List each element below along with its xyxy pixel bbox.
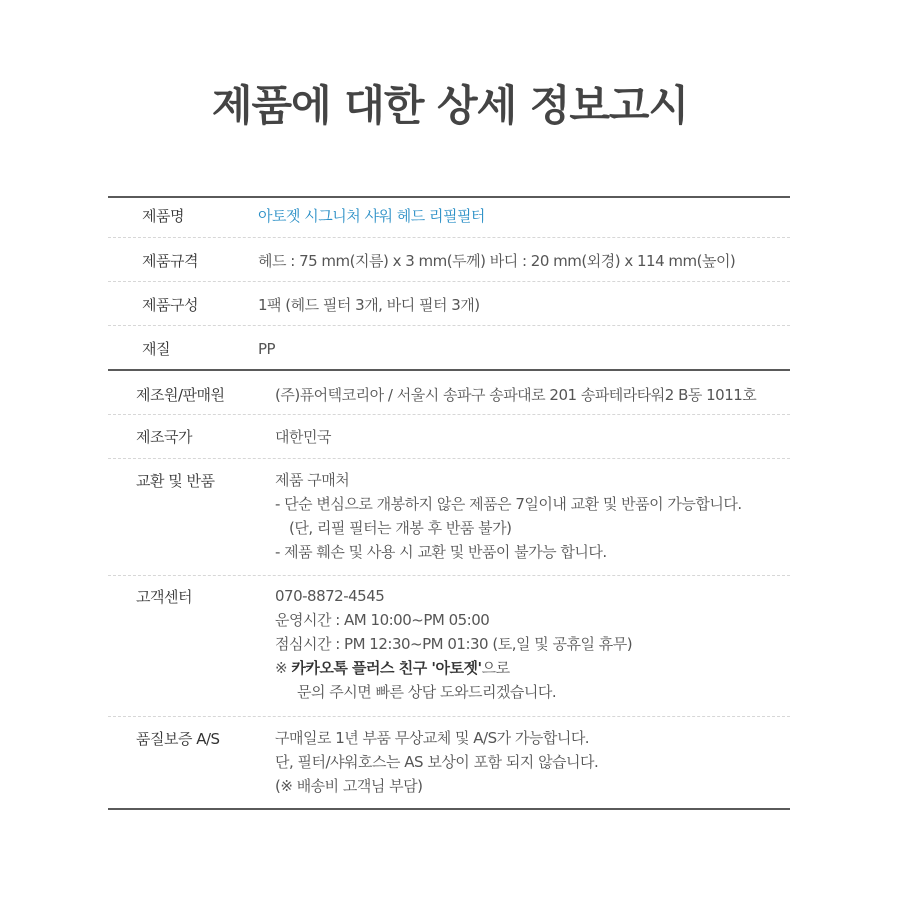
row-divider xyxy=(108,414,790,415)
section-divider-rule xyxy=(108,369,790,371)
warranty-line: 구매일로 1년 부품 무상교체 및 A/S가 가능합니다. xyxy=(275,729,590,747)
exchange-line: - 단순 변심으로 개봉하지 않은 제품은 7일이내 교환 및 반품이 가능합니다. xyxy=(275,495,742,513)
value-product-spec: 헤드 : 75 mm(지름) x 3 mm(두께) 바디 : 20 mm(외경) x 114 mm(높이) xyxy=(258,252,736,270)
label-support: 고객센터 xyxy=(136,588,192,606)
value-warranty xyxy=(275,726,598,798)
row-divider xyxy=(108,716,790,717)
page-title: 제품에 대한 상세 정보고시 xyxy=(211,81,689,130)
value-product-name: 아토젯 시그니처 샤워 헤드 리필필터 xyxy=(258,207,485,225)
exchange-line: 제품 구매처 xyxy=(275,471,350,489)
row-divider xyxy=(108,325,790,326)
warranty-line: (※ 배송비 고객님 부담) xyxy=(275,777,423,795)
row-divider xyxy=(108,575,790,576)
label-product-name: 제품명 xyxy=(142,207,184,225)
note-mark: ※ xyxy=(275,659,292,677)
support-phone: 070-8872-4545 xyxy=(275,587,385,605)
label-warranty: 품질보증 A/S xyxy=(136,730,220,748)
label-material: 재질 xyxy=(142,340,170,358)
support-kakao-line2: 문의 주시면 빠른 상담 도와드리겠습니다. xyxy=(297,683,557,701)
support-lunch: 점심시간 : PM 12:30~PM 01:30 (토,일 및 공휴일 휴무) xyxy=(275,635,633,653)
value-material: PP xyxy=(258,340,276,358)
exchange-line: - 제품 훼손 및 사용 시 교환 및 반품이 불가능 합니다. xyxy=(275,543,607,561)
value-product-composition: 1팩 (헤드 필터 3개, 바디 필터 3개) xyxy=(258,296,480,314)
table-bottom-rule xyxy=(108,808,790,810)
label-product-composition: 제품구성 xyxy=(142,296,198,314)
value-country: 대한민국 xyxy=(275,428,331,446)
label-maker: 제조원/판매원 xyxy=(136,386,225,404)
row-divider xyxy=(108,458,790,459)
label-exchange: 교환 및 반품 xyxy=(136,472,215,490)
row-divider xyxy=(108,281,790,282)
exchange-line: (단, 리필 필터는 개봉 후 반품 불가) xyxy=(289,519,512,537)
label-country: 제조국가 xyxy=(136,428,192,446)
kakao-suffix: 으로 xyxy=(481,659,510,677)
value-exchange xyxy=(275,468,742,564)
kakao-channel-name: 카카오톡 플러스 친구 '아토젯' xyxy=(291,659,482,677)
warranty-line: 단, 필터/샤워호스는 AS 보상이 포함 되지 않습니다. xyxy=(275,753,599,771)
table-top-rule xyxy=(108,196,790,198)
value-maker: (주)퓨어텍코리아 / 서울시 송파구 송파대로 201 송파테라타워2 B동 1011호 xyxy=(275,386,757,404)
support-kakao-line xyxy=(275,656,632,680)
value-support xyxy=(275,584,632,704)
label-product-spec: 제품규격 xyxy=(142,252,198,270)
row-divider xyxy=(108,237,790,238)
support-hours: 운영시간 : AM 10:00~PM 05:00 xyxy=(275,611,490,629)
